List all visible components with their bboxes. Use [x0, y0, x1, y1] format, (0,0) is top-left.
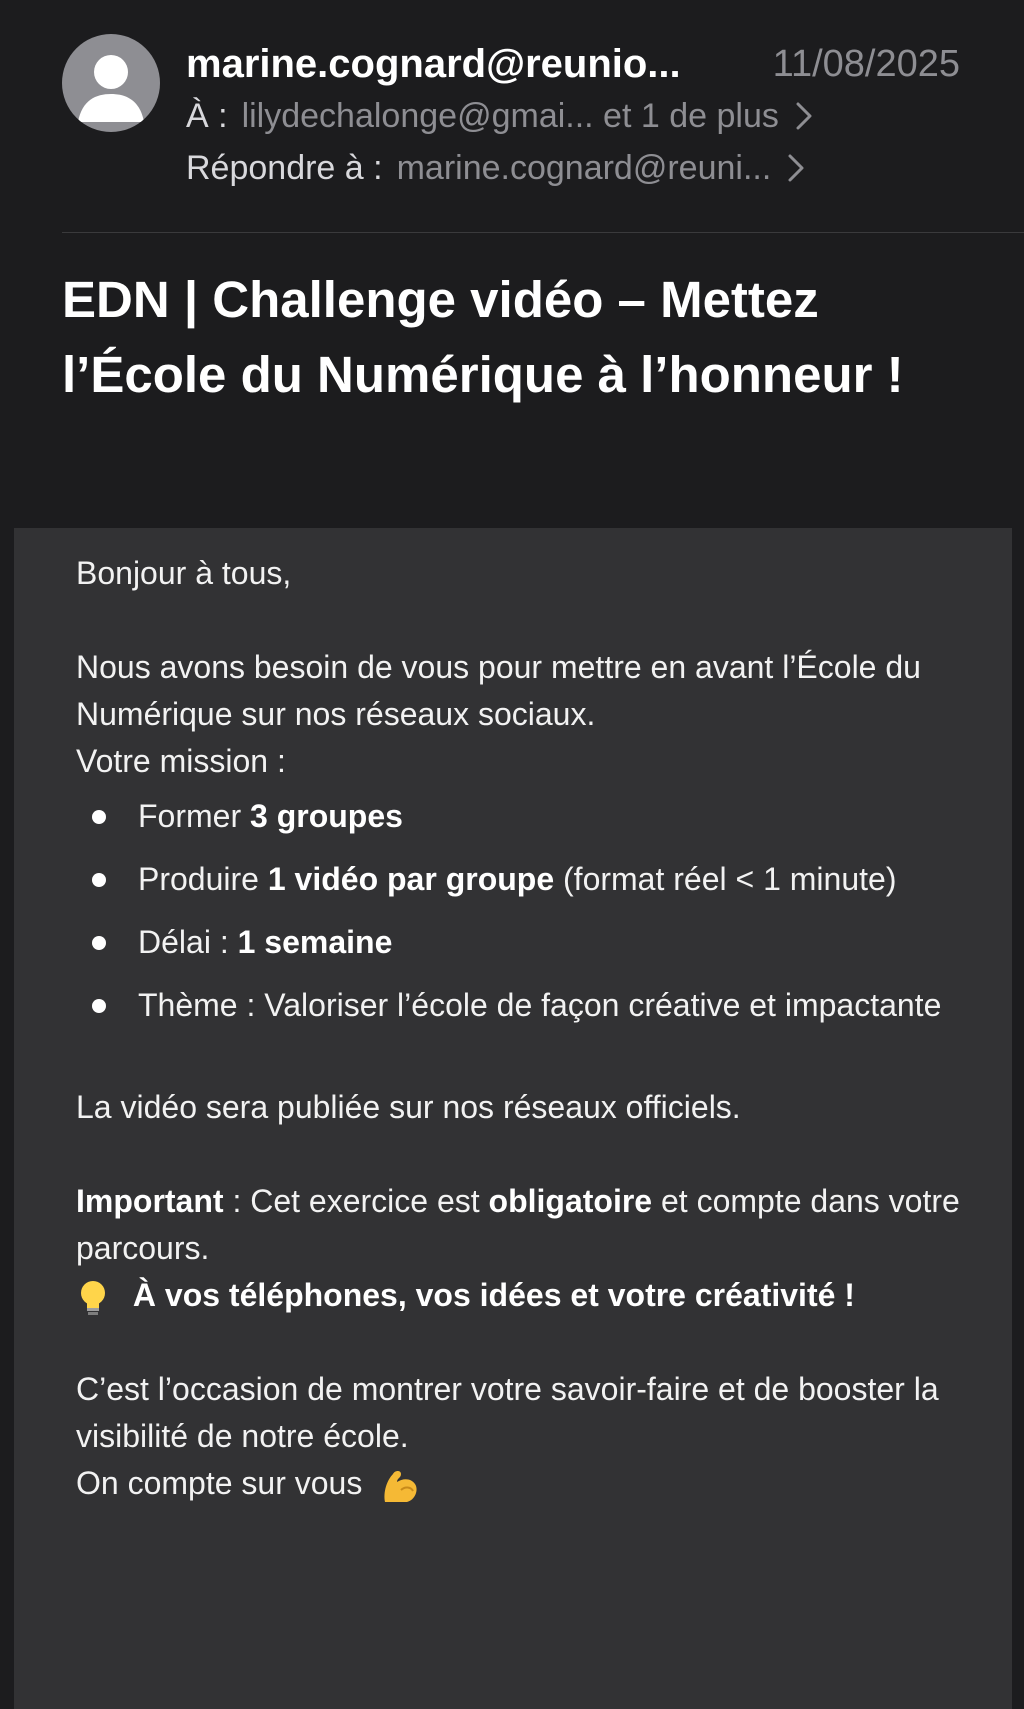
message-body: [14, 528, 1012, 1709]
intro-paragraph: Nous avons besoin de vous pour mettre en avant l’École du Numérique sur nos réseaux sociaux.: [76, 649, 921, 732]
chevron-right-icon[interactable]: [787, 153, 805, 183]
bullet-icon: [92, 936, 106, 950]
message-body-text: [76, 550, 976, 1507]
important-paragraph: Important : Cet exercice est obligatoire et compte dans votre parcours.: [76, 1183, 960, 1266]
reply-to-value[interactable]: marine.cognard@reuni...: [396, 149, 772, 187]
flexed-biceps-icon: [379, 1466, 421, 1506]
chevron-right-icon[interactable]: [795, 101, 813, 131]
light-bulb-icon: [76, 1278, 110, 1318]
sender-address[interactable]: marine.cognard@reunio...: [186, 42, 681, 86]
closing-paragraph: C’est l’occasion de montrer votre savoir-faire et de booster la visibilité de notre école.: [76, 1371, 939, 1454]
message-subject: EDN | Challenge vidéo – Mettez l’École du Numérique à l’honneur !: [62, 271, 904, 403]
bullet-icon: [92, 873, 106, 887]
reply-to-row[interactable]: [186, 146, 805, 190]
message-header: [0, 0, 1024, 232]
to-label: À :: [186, 97, 228, 135]
bullet-icon: [92, 810, 106, 824]
call-to-action: À vos téléphones, vos idées et votre créativité !: [76, 1272, 976, 1319]
signoff: On compte sur vous: [76, 1460, 976, 1507]
sender-avatar[interactable]: [62, 34, 160, 132]
list-item: Former 3 groupes: [76, 785, 976, 848]
publish-paragraph: La vidéo sera publiée sur nos réseaux officiels.: [76, 1089, 741, 1125]
bullet-icon: [92, 999, 106, 1013]
list-item: Délai : 1 semaine: [76, 911, 976, 974]
mission-label: Votre mission :: [76, 743, 286, 779]
mission-list: [76, 785, 976, 1037]
list-item: Produire 1 vidéo par groupe (format réel < 1 minute): [76, 848, 976, 911]
list-item: Thème : Valoriser l’école de façon créative et impactante: [76, 974, 976, 1037]
reply-to-label: Répondre à :: [186, 149, 383, 187]
message-date: 11/08/2025: [772, 43, 960, 85]
greeting: Bonjour à tous,: [76, 555, 292, 591]
to-value[interactable]: lilydechalonge@gmai... et 1 de plus: [241, 97, 779, 135]
person-silhouette-icon: [62, 34, 160, 132]
header-divider: [62, 232, 1024, 233]
recipients-row[interactable]: [186, 94, 813, 138]
